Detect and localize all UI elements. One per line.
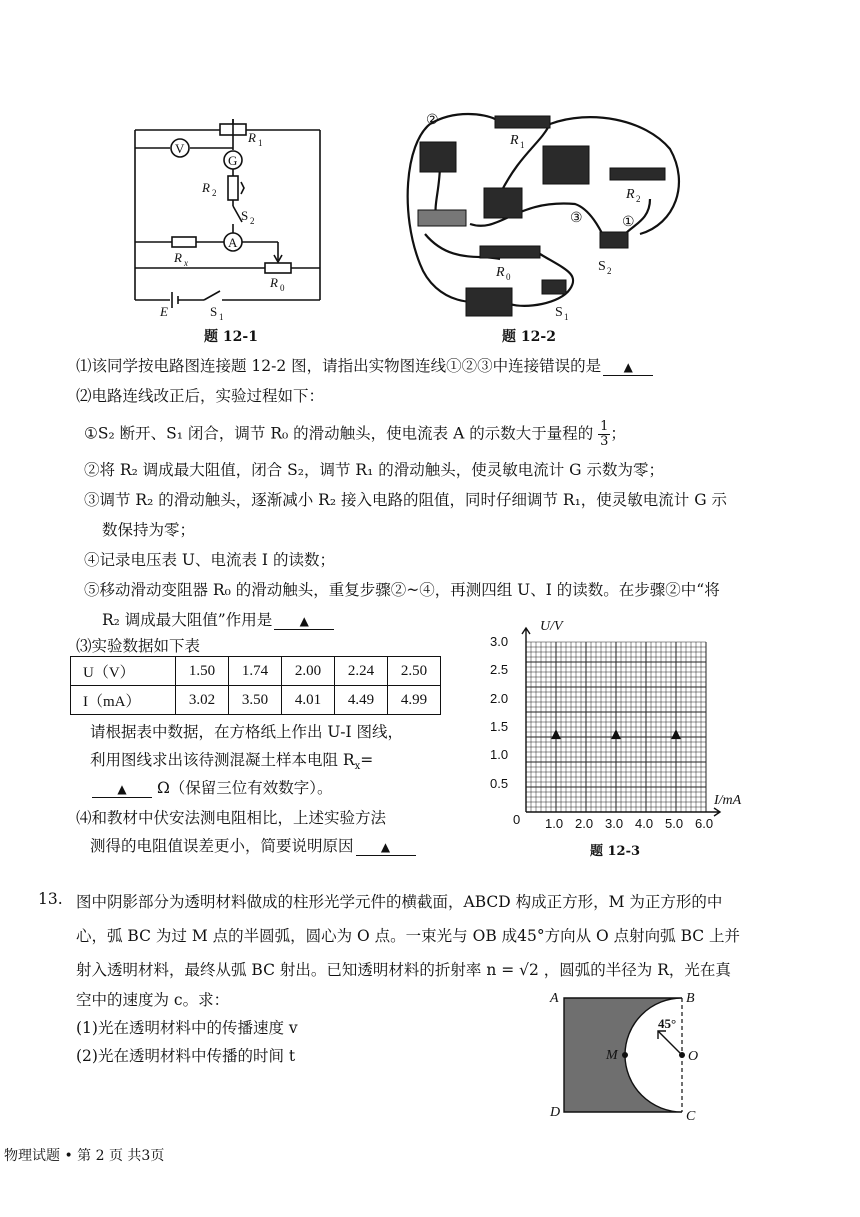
point-m-label: M [606,1048,618,1063]
answer-blank[interactable]: ▲ [603,359,653,376]
y-tick-label: 3.0 [490,634,509,649]
y-tick-label: 2.0 [490,690,509,706]
rx-label: R [174,250,182,265]
s2-label: S [241,208,249,223]
svg-text:R: R [626,187,635,202]
q12-part2: ⑵电路连线改正后，实验过程如下： [76,387,325,405]
x-tick-label: 1.0 [545,816,564,831]
s1-label: S [210,304,218,319]
q13-line-2: 心，弧 BC 为过 M 点的半圆弧，圆心为 O 点。一束光与 OB 成45°方向从 O 点射向弧 BC 上并 [76,927,741,945]
y-tick-label: 2.5 [490,662,509,678]
table-cell: 4.01 [282,686,335,715]
angle-label: 45° [658,1016,677,1031]
y-axis-label: U/V [540,619,563,634]
answer-blank[interactable]: ▲ [92,781,152,798]
x-tick-label: 6.0 [695,816,714,831]
x-tick-label: 3.0 [605,816,624,831]
svg-text:R: R [496,265,505,280]
q12-part4b: 测得的电阻值误差更小，简要说明原因 ▲ [90,834,416,856]
q12-part3c: 利用图线求出该待测混凝土样本电阻 $R_x=$ [90,751,374,773]
svg-text:2: 2 [607,266,612,276]
svg-text:2: 2 [636,194,641,204]
step-2: ②将 R₂ 调成最大阻值，闭合 S₂，调节 R₁ 的滑动触头，使灵敏电流计 G 示数为零； [84,461,664,479]
connection-1-label: ① [622,215,635,230]
apparatus-diagram-12-2 [400,104,700,324]
circuit-diagram-12-1 [120,110,340,325]
step-4: ④记录电压表 U、电流表 I 的读数； [84,551,335,569]
svg-text:x: x [184,258,188,268]
q12-part4a: ⑷和教材中伏安法测电阻相比，上述实验方法 [76,809,387,827]
svg-text:0: 0 [280,283,285,293]
answer-marker: ▲ [671,726,681,742]
q13-line-4: 空中的速度为 c。求： [76,991,230,1009]
svg-text:1: 1 [564,312,569,322]
y-tick-label: 1.0 [490,747,509,763]
r1-label: R [248,130,256,145]
table-cell: 1.74 [229,657,282,686]
q12-part3: ⑶实验数据如下表 [76,637,201,655]
point-b-label: B [686,991,695,1006]
q13-question-1: (1)光在透明材料中的传播速度 v [76,1019,298,1037]
answer-marker: ▲ [611,726,621,742]
svg-text:1: 1 [258,138,263,148]
table-cell: 2.00 [282,657,335,686]
caption-12-1: 题 12-1 [204,329,258,345]
page-footer: 物理试题 • 第 2 页 共3页 [4,1148,165,1164]
svg-text:2: 2 [250,216,255,226]
answer-blank[interactable]: ▲ [274,613,334,630]
step-5a: ⑤移动滑动变阻器 R₀ 的滑动触头，重复步骤②~④，再测四组 U、I 的读数。在步骤②中“将 [84,581,720,599]
svg-text:S: S [598,259,606,274]
caption-12-2: 题 12-2 [502,329,556,345]
q12-part1: ⑴该同学按电路图连接题 12-2 图，请指出实物图连线①②③中连接错误的是 ▲ [76,354,653,376]
step-3a: ③调节 R₂ 的滑动触头，逐渐减小 R₂ 接入电路的阻值，同时仔细调节 R₁，使灵敏电流计 G 示 [84,491,728,509]
ammeter-label: A [228,235,238,250]
origin-label: 0 [513,812,521,827]
table-cell: U（V） [71,657,176,686]
table-row [71,657,441,686]
svg-text:1: 1 [520,140,525,150]
answer-blank[interactable]: ▲ [356,839,416,856]
table-cell: 1.50 [176,657,229,686]
q13-line-3: 射入透明材料，最终从弧 BC 射出。已知透明材料的折射率 n = √2 ，圆弧的半径为 R，光在真 [76,961,731,979]
step-3b: 数保持为零； [102,521,196,539]
q13-line-1: 图中阴影部分为透明材料做成的柱形光学元件的横截面，ABCD 构成正方形，M 为正方形的中 [76,893,723,911]
svg-text:2: 2 [212,188,217,198]
y-tick-label: 0.5 [490,775,509,791]
x-tick-label: 2.0 [575,816,594,831]
q13-number: 13. [38,890,63,908]
point-o-label: O [688,1049,699,1064]
step-5b: R₂ 调成最大阻值”作用是 ▲ [102,608,334,630]
table-cell: 2.50 [388,657,441,686]
point-c-label: C [686,1109,696,1124]
x-axis-label: I/mA [714,793,742,808]
y-tick-label: 1.5 [490,719,509,734]
step-1: ①S₂ 断开、S₁ 闭合，调节 R₀ 的滑动触头，使电流表 A 的示数大于量程的 $\frac{1}{3}$ ； [84,419,626,449]
voltmeter-label: V [175,141,185,156]
point-a-label: A [550,991,559,1006]
table-row [71,686,441,715]
svg-text:R: R [510,133,519,148]
table-cell: 3.02 [176,686,229,715]
e-label: E [160,304,168,319]
r0-label: R [270,275,278,290]
table-cell: I（mA） [71,686,176,715]
q12-part3d: ▲ Ω（保留三位有效数字）。 [90,776,333,798]
table-cell: 3.50 [229,686,282,715]
table-cell: 4.99 [388,686,441,715]
table-cell: 2.24 [335,657,388,686]
optics-figure [546,984,716,1124]
x-tick-label: 4.0 [635,816,654,831]
r2-label: R [202,180,210,195]
answer-marker: ▲ [551,726,561,742]
point-d-label: D [550,1105,561,1120]
table-cell: 4.49 [335,686,388,715]
svg-text:0: 0 [506,272,511,282]
q13-question-2: (2)光在透明材料中传播的时间 t [76,1047,296,1065]
x-tick-label: 5.0 [665,816,684,831]
galvanometer-label: G [228,153,238,168]
svg-text:1: 1 [219,312,224,322]
data-table [70,656,441,715]
fraction: $\frac{1}{3}$ [600,419,609,449]
connection-3-label: ③ [570,211,583,226]
connection-2-label: ② [426,113,439,128]
caption-12-3: 题 12-3 [589,844,641,859]
q12-part3b: 请根据表中数据，在方格纸上作出 U-I 图线， [90,723,404,741]
svg-text:S: S [555,305,563,320]
